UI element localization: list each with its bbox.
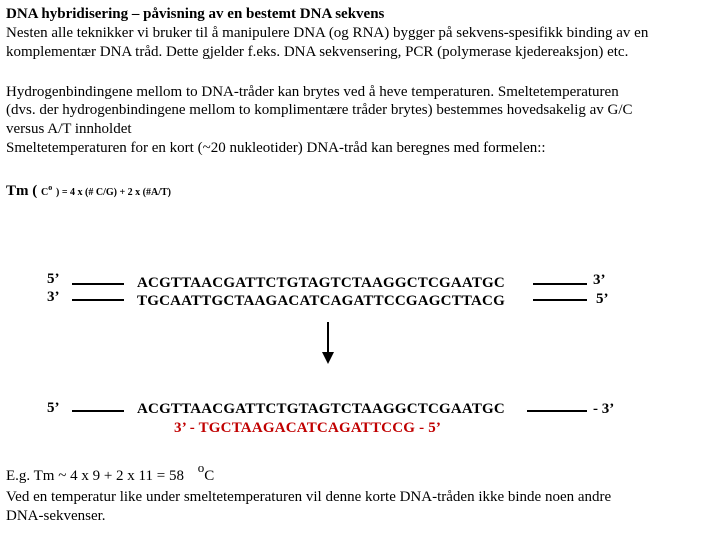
example-text: E.g. Tm ~ 4 x 9 + 2 x 11 = 58 xyxy=(6,468,184,484)
melting-line-3: versus A/T innholdet xyxy=(6,121,132,137)
melting-line-2: (dvs. der hydrogenbindingene mellom to komplimentære tråder brytes) bestemmes hovedsakelig av G/C xyxy=(6,102,633,118)
intro-line-1: Nesten alle teknikker vi bruker til å manipulere DNA (og RNA) bygger på sekvens-spesifikk binding av en xyxy=(6,25,649,41)
tm-label: Tm ( xyxy=(6,183,38,199)
strand2-sequence: TGCAATTGCTAAGACATCAGATTCCGAGCTTACG xyxy=(137,293,505,309)
strand1-5prime-label: 5’ xyxy=(47,271,60,287)
strand1-left-line xyxy=(72,283,124,285)
result-3prime-label: - 3’ xyxy=(593,401,615,417)
result-5prime-label: 5’ xyxy=(47,400,60,416)
down-arrow-icon xyxy=(322,352,334,364)
tm-celsius-c: C xyxy=(41,187,49,198)
conclusion-line-2: DNA-sekvenser. xyxy=(6,508,106,524)
result-left-line xyxy=(72,410,124,412)
tm-expression: ) = 4 x (# C/G) + 2 x (#A/T) xyxy=(55,187,171,198)
example-unit: C xyxy=(204,468,215,484)
strand1-sequence: ACGTTAACGATTCTGTAGTCTAAGGCTCGAATGC xyxy=(137,275,505,291)
intro-line-2: komplementær DNA tråd. Dette gjelder f.eks. DNA sekvensering, PCR (polymerase kjedereaksjon) etc. xyxy=(6,44,629,60)
strand2-left-line xyxy=(72,299,124,301)
strand1-right-line xyxy=(533,283,587,285)
conclusion-line-1: Ved en temperatur like under smeltetemperaturen vil denne korte DNA-tråden ikke binde noen andre xyxy=(6,489,612,505)
page-title: DNA hybridisering – påvisning av en bestemt DNA sekvens xyxy=(6,6,385,22)
tm-formula xyxy=(6,183,171,200)
down-arrow-shaft xyxy=(327,322,329,354)
tm-degree: o xyxy=(48,183,53,192)
melting-line-1: Hydrogenbindingene mellom to DNA-tråder kan brytes ved å heve temperaturen. Smeltetemperaturen xyxy=(6,84,619,100)
result-target-sequence: ACGTTAACGATTCTGTAGTCTAAGGCTCGAATGC xyxy=(137,401,505,417)
result-right-line xyxy=(527,410,587,412)
example-calculation xyxy=(6,460,215,486)
strand1-3prime-label: 3’ xyxy=(593,272,606,288)
melting-line-4: Smeltetemperaturen for en kort (~20 nukleotider) DNA-tråd kan beregnes med formelen:: xyxy=(6,140,546,156)
probe-sequence: 3’ - TGCTAAGACATCAGATTCCG - 5’ xyxy=(174,420,442,436)
example-degree: o xyxy=(197,460,205,475)
strand2-5prime-label: 5’ xyxy=(596,291,609,307)
strand2-3prime-label: 3’ xyxy=(47,289,60,305)
strand2-right-line xyxy=(533,299,587,301)
